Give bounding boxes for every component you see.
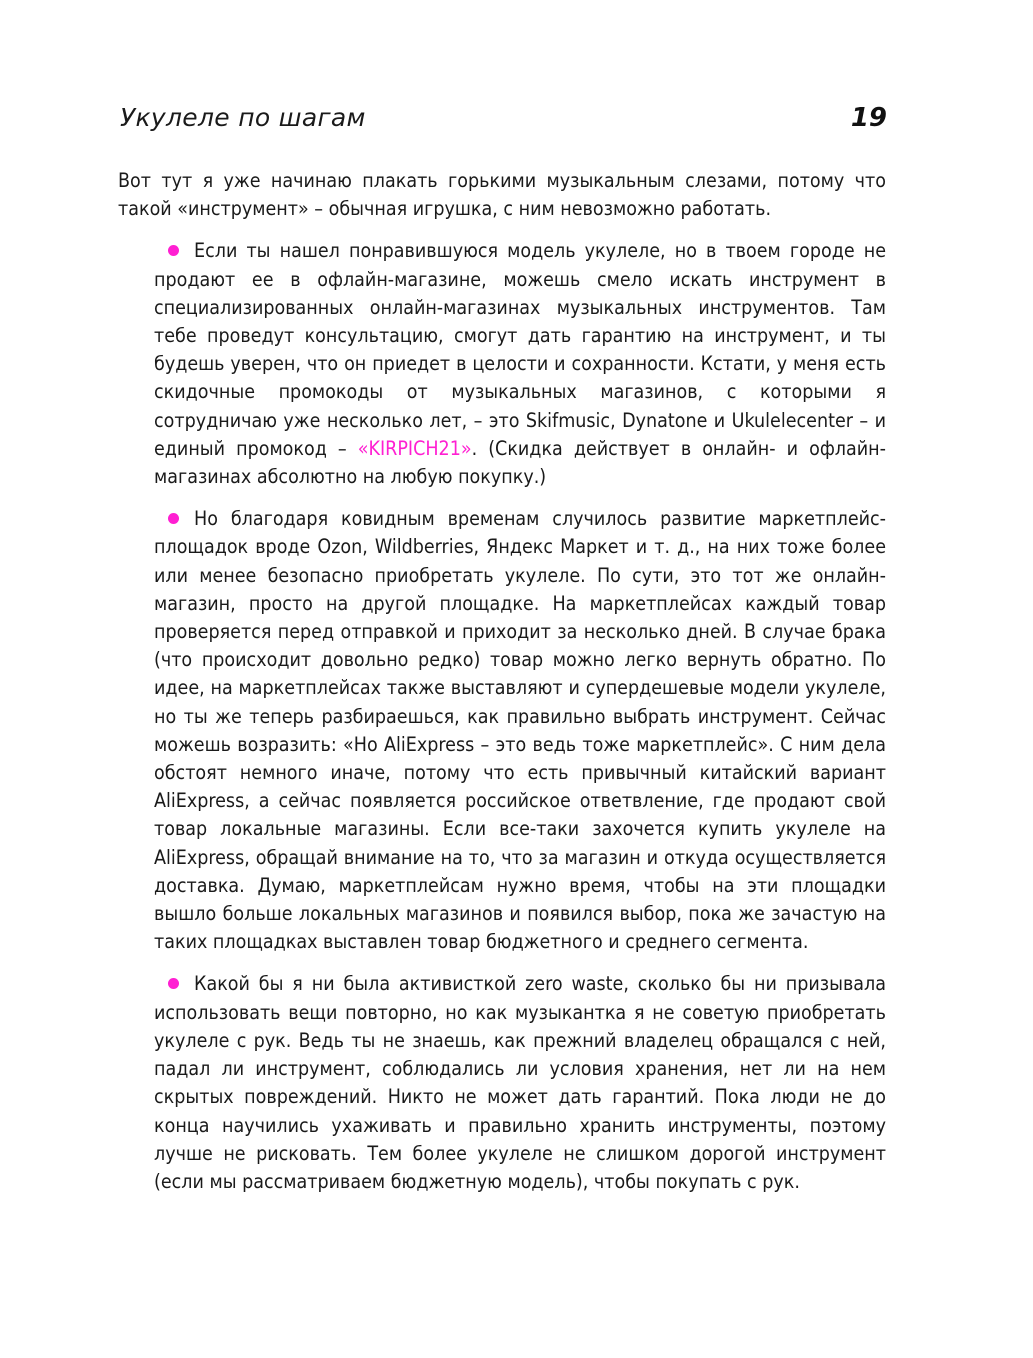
bullet-text-after: . (Скидка действует в онлайн- и офлайн-магазинах абсолютно на любую покупку.) [154, 436, 886, 489]
intro-paragraph: Вот тут я уже начинаю плакать горькими музыкальным слезами, потому что такой «инструмент» – обычная игрушка, с ним невозможно работать. [118, 169, 886, 221]
running-title: Укулеле по шагам [120, 103, 366, 132]
bullet-paragraph: Но благодаря ковидным временам случилось развитие маркетплейс-площадок вроде Ozon, Wildberries, Яндекс Маркет и т. д., на них тоже более или менее безопасно приобретать укулеле. По сути, это тот же онлайн-магазин, просто на другой площадке. На маркетплейсах каждый товар проверяется перед отправкой и приходит за несколько дней. В случае брака (что происходит довольно редко) товар можно легко вернуть обратно. По идее, на маркетплейсах также выставляют и супердешевые модели укулеле, но ты же теперь разбираешься, как правильно выбрать инструмент. Сейчас можешь возразить: «Но AliExpress – это ведь тоже маркетплейс». С ним дела обстоят немного иначе, потому что есть привычный китайский вариант AliExpress, а сейчас появляется российское ответвление, где продают свой товар локальные магазины. Если все-таки захочется купить укулеле на AliExpress, обращай внимание на то, что за магазин и откуда осуществляется доставка. Думаю, маркетплейсам нужно время, чтобы на эти площадки вышло больше локальных магазинов и появился выбор, пока же зачастую на таких площадках выставлен товар бюджетного и среднего сегмента. [154, 507, 886, 954]
page-header [120, 103, 887, 143]
body-text [118, 167, 886, 1196]
list-item [154, 970, 886, 1196]
promo-code: «KIRPICH21» [357, 436, 472, 460]
page-number: 19 [850, 103, 887, 133]
bullet-text-before: Если ты нашел понравившуюся модель укулеле, но в твоем городе не продают ее в офлайн-магазине, можешь смело искать инструмент в специализированных онлайн-магазинах музыкальных инструментов. Там тебе проведут консультацию, смогут дать гарантию на инструмент, и ты будешь уверен, что он приедет в целости и сохранности. Кстати, у меня есть скидочные промокоды от музыкальных магазинов, с которыми я сотрудничаю уже несколько лет, – это Skifmusic, Dynatone и Ukulelecenter – и единый промокод – [154, 239, 886, 460]
list-item [154, 505, 886, 956]
list-item [154, 237, 886, 491]
bullet-paragraph [154, 237, 886, 491]
bullet-paragraph: Какой бы я ни была активисткой zero waste, сколько бы ни призывала использовать вещи повторно, но как музыкантка я не советую приобретать укулеле с рук. Ведь ты не знаешь, как прежний владелец обращался с ней, падал ли инструмент, соблюдались ли условия хранения, нет ли на нем скрытых повреждений. Никто не может дать гарантий. Пока люди не до конца научились ухаживать и правильно хранить инструменты, поэтому лучше не рисковать. Тем более укулеле не слишком дорогой инструмент (если мы рассматриваем бюджетную модель), чтобы покупать с рук. [154, 972, 886, 1193]
